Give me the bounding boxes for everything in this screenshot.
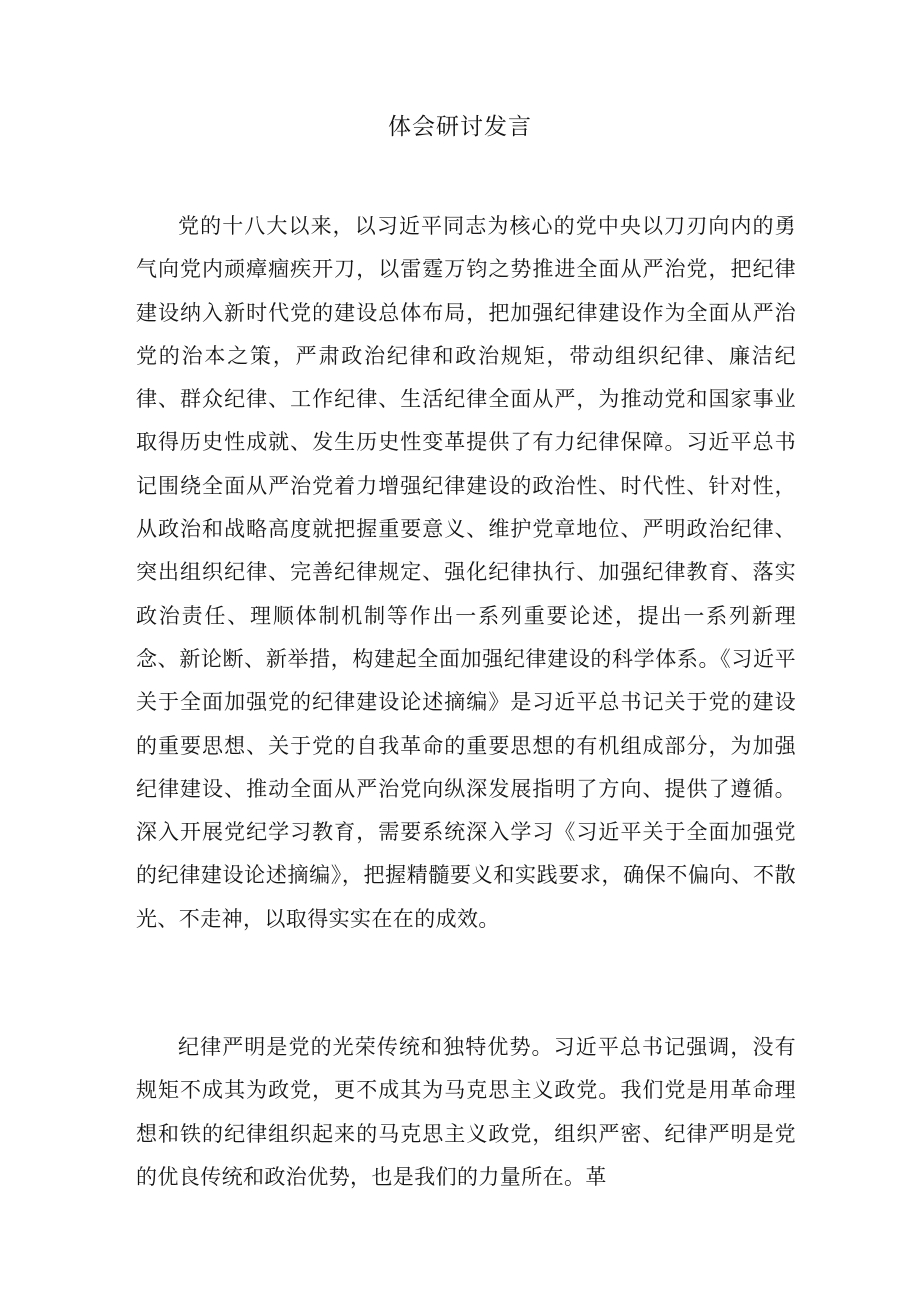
paragraph-2: 纪律严明是党的光荣传统和独特优势。习近平总书记强调，没有规矩不成其为政党，更不成其为马克思主义政党。我们党是用革命理想和铁的纪律组织起来的马克思主义政党，组织严密、纪律严明是党的优良传统和政治优势，也是我们的力量所在。革 <box>136 1035 796 1189</box>
paragraph-1: 党的十八大以来，以习近平同志为核心的党中央以刀刃向内的勇气向党内顽瘴痼疾开刀，以雷霆万钧之势推进全面从严治党，把纪律建设纳入新时代党的建设总体布局，把加强纪律建设作为全面从严治党的治本之策，严肃政治纪律和政治规矩，带动组织纪律、廉洁纪律、群众纪律、工作纪律、生活纪律全面从严，为推动党和国家事业取得历史性成就、发生历史性变革提供了有力纪律保障。习近平总书记围绕全面从严治党着力增强纪律建设的政治性、时代性、针对性，从政治和战略高度就把握重要意义、维护党章地位、严明政治纪律、突出组织纪律、完善纪律规定、强化纪律执行、加强纪律教育、落实政治责任、理顺体制机制等作出一系列重要论述，提出一系列新理念、新论断、新举措，构建起全面加强纪律建设的科学体系。《习近平关于全面加强党的纪律建设论述摘编》是习近平总书记关于党的建设的重要思想、关于党的自我革命的重要思想的有机组成部分，为加强纪律建设、推动全面从严治党向纵深发展指明了方向、提供了遵循。深入开展党纪学习教育，需要系统深入学习《习近平关于全面加强党的纪律建设论述摘编》，把握精髓要义和实践要求，确保不偏向、不散光、不走神，以取得实实在在的成效。 <box>136 214 796 931</box>
document-title: 体会研讨发言 <box>388 114 532 140</box>
